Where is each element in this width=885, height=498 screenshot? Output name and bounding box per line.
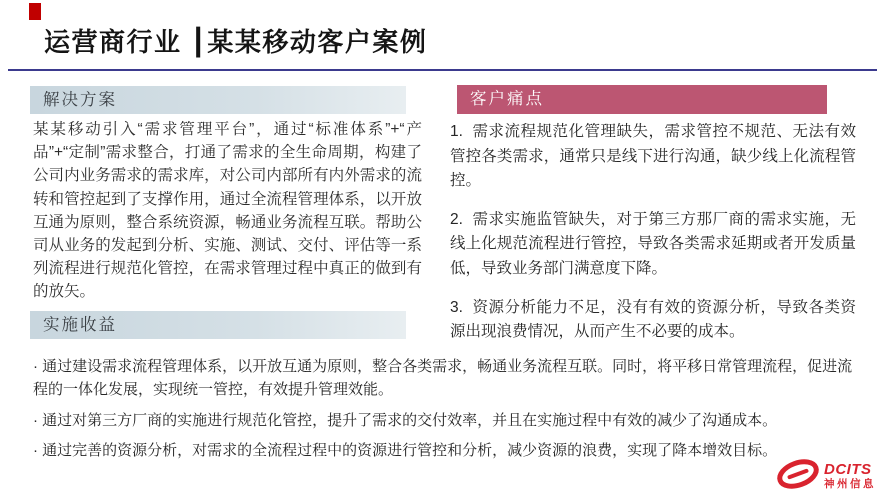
pain-body xyxy=(450,120,856,345)
pain-item: 3. 资源分析能力不足，没有有效的资源分析，导致各类资源出现浪费情况，从而产生不必要的成本。 xyxy=(450,298,856,341)
title-divider xyxy=(8,69,877,71)
benefit-bullet: · 通过建设需求流程管理体系，以开放互通为原则，整合各类需求，畅通业务流程互联。同时，将平移日常管理流程，促进流程的一体化发展，实现统一管控，有效提升管理效能。 xyxy=(33,358,853,399)
accent-bar xyxy=(29,3,41,20)
dcits-swoosh-icon xyxy=(775,456,821,497)
logo-text xyxy=(824,462,876,491)
solution-body-text: 某某移动引入“需求管理平台”，通过“标准体系”+“产品”+“定制”需求整合，打通了需求的全生命周期，构建了公司内业务需求的需求库，对公司内部所有内外需求的流转和管控起到了支撑作用，通过全流程管理体系，以开放互通为原则，整合系统资源，畅通业务流程互联。帮助公司从业务的发起到分析、实施、测试、交付、评估等一系列流程进行规范化管控，在需求管理过程中真正的做到有的放矢。 xyxy=(33,121,422,301)
solution-header: 解决方案 xyxy=(30,86,406,114)
pain-item: 1. 需求流程规范化管理缺失，需求管控不规范、无法有效管控各类需求，通常只是线下进行沟通，缺少线上化流程管控。 xyxy=(450,123,856,190)
pain-item: 2. 需求实施监管缺失，对于第三方那厂商的需求实施，无线上化规范流程进行管控，导致各类需求延期或者开发质量低，导致业务部门满意度下降。 xyxy=(450,210,856,277)
pain-header: 客户痛点 xyxy=(457,85,827,114)
benefit-bullet: · 通过对第三方厂商的实施进行规范化管控，提升了需求的交付效率，并且在实施过程中有效的减少了沟通成本。 xyxy=(33,411,778,429)
benefit-body xyxy=(33,355,866,470)
company-name: 神州信息 xyxy=(824,478,876,490)
brand-name: DCITS xyxy=(824,461,872,478)
dcits-logo xyxy=(775,456,876,497)
benefit-bullet: · 通过完善的资源分析，对需求的全流程过程中的资源进行管控和分析，减少资源的浪费，实现了降本增效目标。 xyxy=(33,442,778,460)
benefit-header: 实施收益 xyxy=(30,311,406,339)
page-title: 运营商行业 ┃某某移动客户案例 xyxy=(44,27,428,57)
